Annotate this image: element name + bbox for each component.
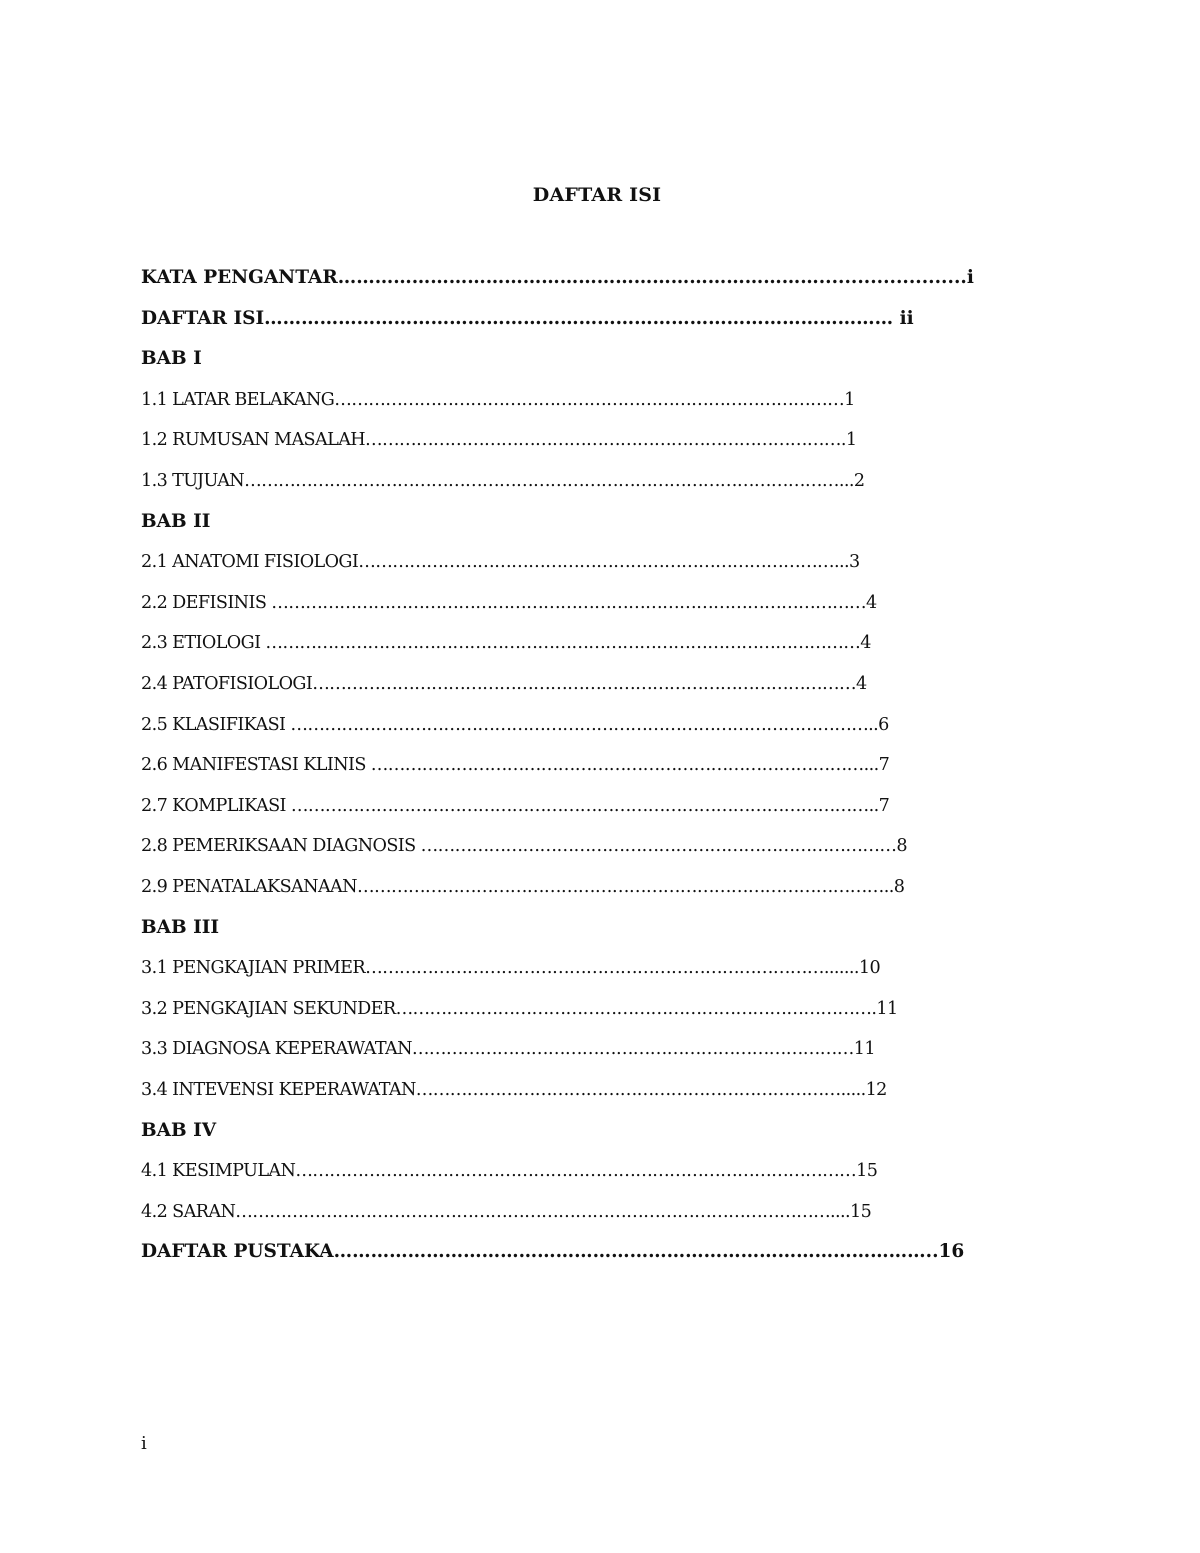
page-number: i	[141, 1433, 147, 1454]
toc-item-3-1: 3.1 PENGKAJIAN PRIMER……………………………………………………………………….......10	[141, 958, 881, 979]
toc-item-2-2: 2.2 DEFISINIS ……………………………………………………………………………………………4	[141, 592, 877, 613]
toc-heading-bab-iv: BAB IV	[141, 1119, 217, 1141]
toc-item-4-2: 4.2 SARAN……………………………………………………………………………………………....15	[141, 1201, 872, 1222]
toc-item-2-3: 2.3 ETIOLOGI ……………………………………………………………………………………………4	[141, 633, 871, 654]
toc-item-daftar-pustaka: DAFTAR PUSTAKA……………………………………………………………………………………..16	[141, 1241, 965, 1263]
toc-item-3-3: 3.3 DIAGNOSA KEPERAWATAN……………………………………………………………………11	[141, 1039, 875, 1060]
toc-item-2-9: 2.9 PENATALAKSANAAN…………………………………………………………………………………..8	[141, 877, 905, 897]
toc-item-1-1: 1.1 LATAR BELAKANG………………………………………………………………………………1	[141, 389, 855, 410]
toc-item-2-1: 2.1 ANATOMI FISIOLOGI…………………………………………………………………………...3	[141, 552, 860, 573]
toc-item-1-3: 1.3 TUJUAN……………………………………………………………………………………………...2	[141, 471, 865, 491]
toc-item-2-6: 2.6 MANIFESTASI KLINIS ……………………………………………………………………………...7	[141, 755, 890, 776]
toc-item-daftar-isi: DAFTAR ISI………………………………………………………………………………………… ii	[141, 307, 914, 329]
toc-item-2-5: 2.5 KLASIFIKASI …………………………………………………………………………………………..6	[141, 714, 889, 735]
toc-item-kata-pengantar: KATA PENGANTAR…………………………………………………………………….......................i	[141, 267, 974, 288]
toc-heading-bab-iii: BAB III	[141, 916, 220, 938]
toc-heading-bab-ii: BAB II	[141, 510, 211, 532]
toc-item-3-4: 3.4 INTEVENSI KEPERAWATAN………………………………………………………………….....12	[141, 1080, 887, 1100]
toc-item-4-1: 4.1 KESIMPULAN………………………………………………………………………………………15	[141, 1161, 878, 1182]
toc-item-2-4: 2.4 PATOFISIOLOGI……………………………………………………………………………………4	[141, 674, 867, 694]
page-title: DAFTAR ISI	[532, 184, 662, 206]
toc-item-1-2: 1.2 RUMUSAN MASALAH………………………………………………………………………….1	[141, 430, 857, 451]
toc-item-2-7: 2.7 KOMPLIKASI …………………………………………………………………………………………..7	[141, 795, 890, 816]
toc-heading-bab-i: BAB I	[141, 348, 202, 370]
toc-item-2-8: 2.8 PEMERIKSAAN DIAGNOSIS …………………………………………………………………………8	[141, 836, 908, 857]
toc-item-3-2: 3.2 PENGKAJIAN SEKUNDER………………………………………………………………………….11	[141, 998, 898, 1019]
